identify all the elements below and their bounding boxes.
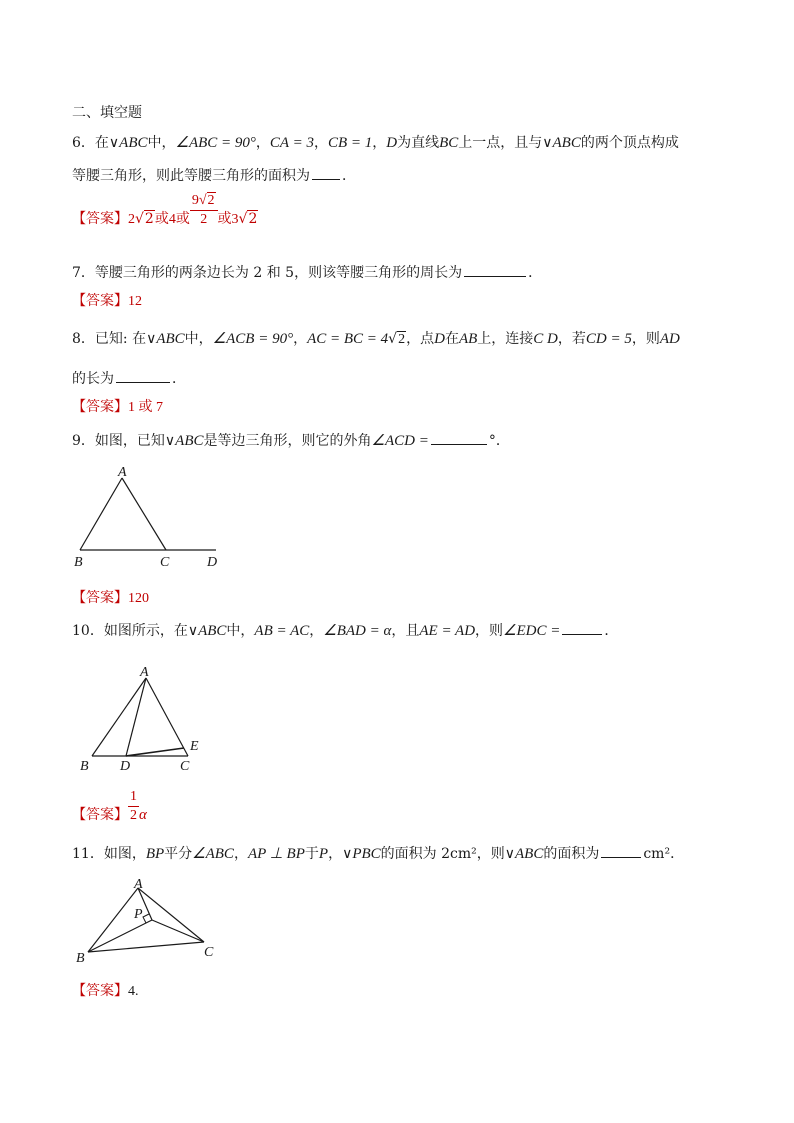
segment-ab [80,478,122,550]
answer-10: 【答案】 $\frac{1}{2}$ α [72,788,147,823]
triangle-symbol: ∨ [187,623,199,639]
figure-q10 [76,660,216,780]
condition: ∠ABC = 90° [175,135,256,151]
triangle-symbol: ∨ [146,331,157,347]
answer-blank [464,262,526,277]
label-a: A [140,665,149,680]
question-6-line-1: 6．在∨ABC中，∠ABC = 90°，CA = 3，CB = 1，D为直线BC上一点，且与∨ABC的两个顶点构成 [72,135,679,151]
question-8-line-1: 8．已知: 在∨ABC中，∠ACB = 90°，AC = BC = 4√2，点D在AB上，连接C D，若CD = 5，则AD [72,329,680,350]
fraction: $\frac{1}{2}$ [130,788,137,823]
triangle-symbol: ∨ [542,135,553,151]
question-8-line-2: 的长为 ． [72,368,186,389]
figure-q11 [72,876,222,966]
segment-pc [152,920,204,942]
answer-6: 【答案】2√2或4或 $\frac{9√2}{2}$ 或3√2 [72,192,258,227]
segment-de [126,748,184,756]
answer-8: 【答案】1 或 7 [72,399,163,415]
question-10: 10．如图所示，在∨ABC中，AB = AC，∠BAD = α，且AE = AD，则∠EDC = ． [72,620,618,641]
label-d: D [120,759,131,774]
answer-blank [601,843,641,858]
answer-label: 【答案】 [72,983,128,999]
condition: ∠ACD = [371,433,429,449]
condition: AP ⊥ BP [247,846,305,862]
question-6-line-2: 等腰三角形，则此等腰三角形的面积为 ． [72,165,356,186]
figure-q9 [70,462,230,572]
label-c: C [180,759,190,774]
answer-blank [562,620,602,635]
sqrt: √2 [238,211,258,227]
segment-ac [146,678,188,756]
answer-label: 【答案】 [72,807,128,823]
condition: ∠BAD = α [323,623,392,639]
sqrt: √2 [135,211,154,227]
answer-label: 【答案】 [72,399,128,415]
triangle-symbol: ∨ [504,846,515,862]
label-e: E [190,739,199,754]
triangle-symbol: ∨ [164,433,176,449]
answer-blank [312,165,340,180]
label-b: B [80,759,89,774]
answer-7: 【答案】12 [72,293,142,309]
segment-ab [92,678,146,756]
condition: ∠ACB = 90° [212,331,294,347]
segment-ab [88,888,138,952]
question-7: 7．等腰三角形的两条边长为 2 和 5，则该等腰三角形的周长为 ． [72,262,542,283]
condition: CB = 1 [327,135,373,151]
answer-11: 【答案】4. [72,983,139,999]
condition: AB = AC [254,623,310,639]
condition: AE = AD [419,623,476,639]
label-p: P [134,907,143,922]
section-title: 二、填空题 [72,105,142,121]
label-a: A [134,877,143,892]
triangle-symbol: ∨ [108,135,120,151]
question-11: 11．如图，BP平分∠ABC，AP ⊥ BP于P，∨PBC的面积为 2cm²，则∨ABC的面积为 cm²． [72,843,684,864]
label-c: C [204,945,214,960]
condition: AC = BC = 4 [307,331,389,347]
question-9: 9．如图，已知∨ABC是等边三角形，则它的外角∠ACD = °． [72,430,510,451]
answer-label: 【答案】 [72,590,128,606]
condition: ∠EDC = [503,623,561,639]
sqrt: √2 [388,331,406,347]
answer-label: 【答案】 [72,293,128,309]
label-d: D [207,555,218,570]
condition: CA = 3 [269,135,314,151]
condition: ∠ABC [192,846,234,862]
triangle-symbol: ∨ [342,846,353,862]
answer-9: 【答案】120 [72,590,149,606]
label-b: B [74,555,83,570]
segment-ad [126,678,146,756]
fraction: $\frac{9√2}{2}$ [190,192,218,229]
label-b: B [76,951,85,966]
answer-label: 【答案】 [72,211,128,227]
label-a: A [118,465,127,480]
answer-blank [431,430,487,445]
segment-ac [122,478,166,550]
condition: CD = 5 [585,331,632,347]
label-c: C [160,555,170,570]
answer-blank [116,368,170,383]
